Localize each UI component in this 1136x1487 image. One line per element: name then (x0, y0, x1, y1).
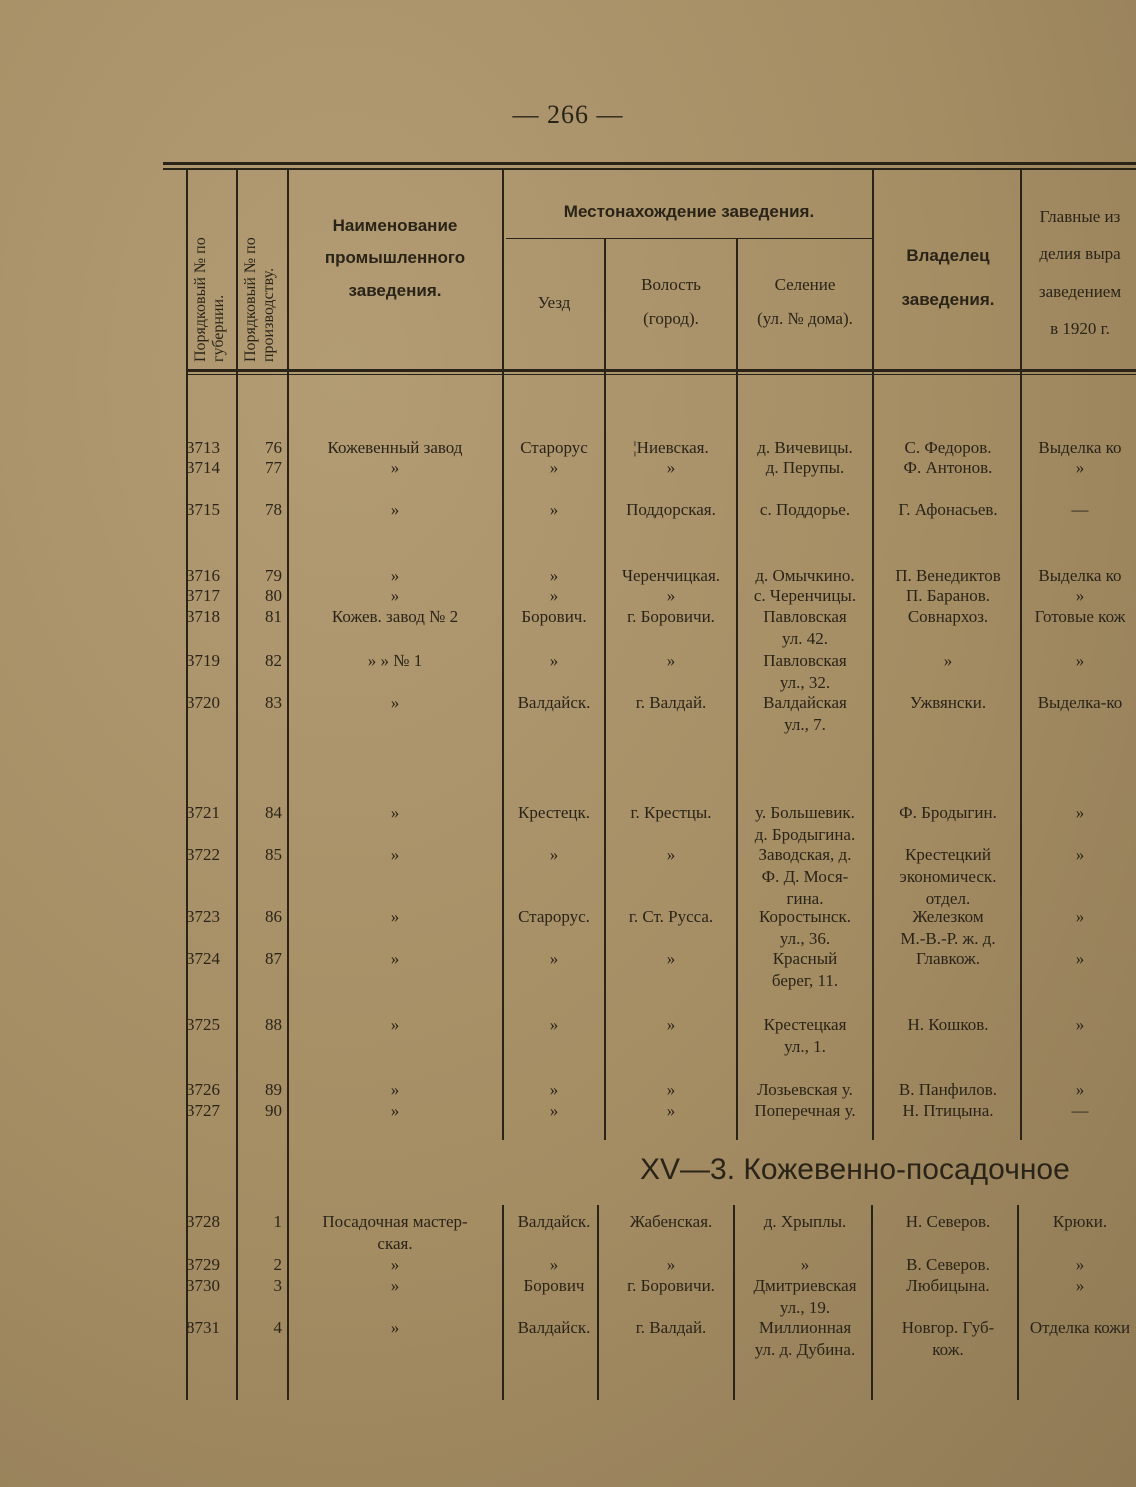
table-row (0, 693, 1136, 734)
cell-n2: 80 (265, 586, 282, 605)
cell-name: » (390, 693, 400, 712)
cell-volost: г. Боровичи. (627, 1276, 715, 1295)
cell-name: Кожевенный завод (327, 438, 463, 457)
cell-volost: » (666, 949, 676, 968)
header-col8: Главные из делия выра заведением в 1920 г. (1038, 207, 1122, 339)
cell-uezd: Валдайск. (517, 1318, 591, 1337)
cell-n1: 8731 (186, 1318, 220, 1337)
cell-selo: Поперечная у. (754, 1101, 856, 1120)
cell-selo: Крестецкая (763, 1015, 847, 1034)
header-rule (186, 369, 1136, 372)
cell-selo: ул., 7. (784, 715, 826, 734)
col-line-6b (733, 1205, 735, 1400)
cell-selo: д. Бродыгина. (754, 825, 856, 844)
cell-selo: Лозьевская у. (757, 1080, 853, 1099)
cell-volost: г. Валдай. (635, 693, 707, 712)
cell-n2: 88 (265, 1015, 282, 1034)
cell-volost: Поддорская. (626, 500, 716, 519)
cell-owner: Г. Афонасьев. (898, 500, 998, 519)
cell-selo: гина. (786, 889, 824, 908)
cell-name: » (390, 1276, 400, 1295)
cell-product: » (1075, 586, 1085, 605)
header-col7: Владелец заведения. (901, 246, 995, 310)
cell-product: — (1071, 500, 1089, 519)
cell-volost: » (666, 458, 676, 477)
cell-product: — (1071, 1101, 1089, 1120)
cell-uezd: Валдайск. (517, 693, 591, 712)
cell-volost: » (666, 1101, 676, 1120)
header-col1: Порядковый № по губернии. (192, 237, 228, 362)
cell-name: » (390, 1080, 400, 1099)
cell-owner: М.-В.-Р. ж. д. (900, 929, 996, 948)
cell-name: ская. (377, 1234, 413, 1253)
cell-uezd: Валдайск. (517, 1212, 591, 1231)
table-row (0, 1101, 1136, 1123)
cell-uezd: » (549, 1101, 559, 1120)
cell-uezd: » (549, 949, 559, 968)
cell-n2: 82 (265, 651, 282, 670)
table-row (0, 1212, 1136, 1253)
col-line-5b (597, 1205, 599, 1400)
cell-n2: 89 (265, 1080, 282, 1099)
cell-name: » (390, 458, 400, 477)
cell-n2: 84 (265, 803, 282, 822)
table-row (0, 566, 1136, 588)
cell-n2: 85 (265, 845, 282, 864)
cell-owner: В. Панфилов. (898, 1080, 998, 1099)
cell-selo: Красный (772, 949, 838, 968)
cell-product: Выделка-ко (1037, 693, 1123, 712)
cell-uezd: » (549, 1255, 559, 1274)
cell-owner: Любицына. (906, 1276, 990, 1295)
cell-name: » (390, 803, 400, 822)
cell-owner: П. Баранов. (905, 586, 990, 605)
cell-name: » (390, 566, 400, 585)
cell-product: » (1075, 1255, 1085, 1274)
cell-owner: Новгор. Губ- (901, 1318, 995, 1337)
cell-selo: у. Большевик. (755, 803, 855, 822)
cell-selo: берег, 11. (771, 971, 839, 990)
table-row (0, 607, 1136, 648)
cell-owner: Главкож. (915, 949, 981, 968)
cell-n2: 86 (265, 907, 282, 926)
cell-product: Выделка ко (1038, 438, 1122, 457)
cell-volost: » (666, 1015, 676, 1034)
cell-product: » (1075, 1015, 1085, 1034)
table-row (0, 803, 1136, 844)
table-row (0, 1276, 1136, 1317)
header-location-group: Местонахождение заведения. (563, 202, 815, 221)
cell-name: » (390, 500, 400, 519)
cell-n2: 77 (265, 458, 282, 477)
cell-name: » (390, 1015, 400, 1034)
cell-owner: отдел. (925, 889, 971, 908)
cell-uezd: Старорус (520, 438, 588, 457)
cell-selo: ул., 19. (779, 1298, 831, 1317)
cell-selo: Павловская (763, 651, 847, 670)
cell-n2: 81 (265, 607, 282, 626)
cell-name: » (390, 1318, 400, 1337)
cell-selo: ул., 1. (784, 1037, 826, 1056)
cell-uezd: » (549, 1015, 559, 1034)
cell-volost: г. Крестцы. (630, 803, 712, 822)
table-row (0, 949, 1136, 990)
cell-n1: 3725 (186, 1015, 220, 1034)
cell-uezd: » (549, 1080, 559, 1099)
cell-selo: с. Черенчицы. (753, 586, 857, 605)
cell-selo: Дмитриевская (753, 1276, 857, 1295)
cell-owner: Ф. Бродыгин. (899, 803, 997, 822)
cell-uezd: Борович (523, 1276, 585, 1295)
cell-n1: 3717 (186, 586, 220, 605)
cell-volost: Черенчицкая. (621, 566, 721, 585)
cell-product: Выделка ко (1038, 566, 1122, 585)
header-col5: Волость (город). (641, 275, 701, 328)
page-number: — 266 — (512, 100, 624, 129)
cell-uezd: Старорус. (518, 907, 590, 926)
cell-name: » (390, 845, 400, 864)
section-title: XV—3. Кожевенно-посадочное (640, 1153, 1070, 1186)
cell-n2: 1 (273, 1212, 282, 1231)
cell-owner: Крестецкий (905, 845, 991, 864)
table-row (0, 438, 1136, 460)
cell-name: Посадочная мастер- (322, 1212, 468, 1231)
cell-uezd: Крестецк. (518, 803, 590, 822)
cell-product: Крюки. (1052, 1212, 1108, 1231)
cell-name: » (390, 586, 400, 605)
cell-product: » (1075, 1080, 1085, 1099)
cell-selo: ул. д. Дубина. (754, 1340, 856, 1359)
cell-name: » (390, 907, 400, 926)
cell-product: » (1075, 1276, 1085, 1295)
cell-name: » (390, 1255, 400, 1274)
header-col2: Порядковый № по производству. (242, 237, 278, 362)
cell-uezd: » (549, 651, 559, 670)
cell-owner: В. Северов. (906, 1255, 990, 1274)
cell-owner: Ф. Антонов. (903, 458, 993, 477)
cell-n1: 3726 (186, 1080, 220, 1099)
cell-volost: » (666, 1080, 676, 1099)
table-row (0, 500, 1136, 522)
cell-n1: 3716 (186, 566, 220, 585)
cell-selo: с. Поддорье. (759, 500, 851, 519)
cell-uezd: » (549, 586, 559, 605)
cell-owner: С. Федоров. (904, 438, 992, 457)
cell-selo: ул., 32. (779, 673, 831, 692)
cell-volost: г. Боровичи. (627, 607, 715, 626)
cell-n1: 3722 (186, 845, 220, 864)
cell-n1: 3715 (186, 500, 220, 519)
cell-uezd: » (549, 845, 559, 864)
cell-volost: » (666, 651, 676, 670)
cell-n2: 78 (265, 500, 282, 519)
table-row (0, 907, 1136, 948)
cell-uezd: » (549, 458, 559, 477)
table-row (0, 1015, 1136, 1056)
cell-owner: кож. (932, 1340, 964, 1359)
cell-n1: 3724 (186, 949, 220, 968)
top-rule-2 (163, 168, 1136, 170)
col-line-4b (502, 1205, 504, 1400)
top-rule (163, 162, 1136, 165)
cell-name: Кожев. завод № 2 (331, 607, 459, 626)
cell-product: Отделка кожи (1029, 1318, 1131, 1337)
cell-n1: 3723 (186, 907, 220, 926)
table-row (0, 1080, 1136, 1102)
cell-product: Готовые кож (1034, 607, 1126, 626)
cell-product: » (1075, 907, 1085, 926)
cell-selo: д. Омычкино. (755, 566, 855, 585)
cell-n2: 90 (265, 1101, 282, 1120)
cell-n1: 3727 (186, 1101, 220, 1120)
cell-n1: 3728 (186, 1212, 220, 1231)
cell-volost: » (666, 586, 676, 605)
header-col4: Уезд (537, 293, 571, 312)
cell-product: » (1075, 458, 1085, 477)
cell-owner: Н. Птицына. (902, 1101, 994, 1120)
location-group-rule (506, 238, 872, 239)
cell-volost: » (666, 1255, 676, 1274)
cell-n1: 3719 (186, 651, 220, 670)
cell-selo: Валдайская (763, 693, 847, 712)
col-line-5 (604, 238, 606, 1140)
cell-name: » » № 1 (367, 651, 423, 670)
cell-selo: ул., 36. (779, 929, 831, 948)
col-line-8b (1017, 1205, 1019, 1400)
cell-selo: ул. 42. (782, 629, 828, 648)
header-col3: Наименование промышленного заведения. (324, 216, 466, 300)
cell-name: » (390, 949, 400, 968)
cell-owner: » (943, 651, 953, 670)
cell-volost: г. Валдай. (635, 1318, 707, 1337)
cell-selo: Заводская, д. (758, 845, 852, 864)
cell-n2: 2 (273, 1255, 282, 1274)
cell-uezd: » (549, 566, 559, 585)
cell-volost: ¦Ниевская. (633, 438, 709, 457)
table-row (0, 586, 1136, 608)
cell-n2: 4 (273, 1318, 282, 1337)
cell-n2: 79 (265, 566, 282, 585)
cell-owner: Железком (912, 907, 984, 926)
cell-selo: Ф. Д. Мося- (761, 867, 849, 886)
cell-owner: Н. Северов. (905, 1212, 991, 1231)
cell-name: » (390, 1101, 400, 1120)
cell-n2: 83 (265, 693, 282, 712)
table-row (0, 458, 1136, 480)
cell-selo: Миллионная (758, 1318, 852, 1337)
cell-selo: » (800, 1255, 810, 1274)
cell-product: » (1075, 803, 1085, 822)
cell-volost: г. Ст. Русса. (628, 907, 714, 926)
cell-product: » (1075, 845, 1085, 864)
cell-n2: 87 (265, 949, 282, 968)
table-row (0, 845, 1136, 908)
cell-owner: экономическ. (899, 867, 997, 886)
cell-n1: 3713 (186, 438, 220, 457)
cell-n1: 3714 (186, 458, 220, 477)
cell-owner: Ужвянски. (909, 693, 987, 712)
cell-n1: 3718 (186, 607, 220, 626)
cell-uezd: » (549, 500, 559, 519)
cell-volost: Жабенская. (629, 1212, 713, 1231)
cell-selo: Коростынск. (759, 907, 851, 926)
cell-owner: П. Венедиктов (895, 566, 1001, 585)
cell-selo: д. Вичевицы. (757, 438, 853, 457)
cell-selo: Павловская (763, 607, 847, 626)
header-rule-2 (186, 374, 1136, 375)
cell-n1: 3721 (186, 803, 220, 822)
cell-product: » (1075, 651, 1085, 670)
header-col6: Селение (ул. № дома). (757, 275, 853, 328)
table-row (0, 1255, 1136, 1277)
cell-n2: 3 (273, 1276, 282, 1295)
cell-product: » (1075, 949, 1085, 968)
table-row (0, 1318, 1136, 1359)
cell-n1: 3729 (186, 1255, 220, 1274)
cell-volost: » (666, 845, 676, 864)
cell-selo: д. Перупы. (765, 458, 845, 477)
cell-uezd: Борович. (521, 607, 587, 626)
table-row (0, 651, 1136, 692)
cell-selo: д. Хрыплы. (763, 1212, 847, 1231)
cell-n1: 3730 (186, 1276, 220, 1295)
cell-n1: 3720 (186, 693, 220, 712)
cell-n2: 76 (265, 438, 282, 457)
cell-owner: Совнархоз. (907, 607, 989, 626)
cell-owner: Н. Кошков. (907, 1015, 989, 1034)
